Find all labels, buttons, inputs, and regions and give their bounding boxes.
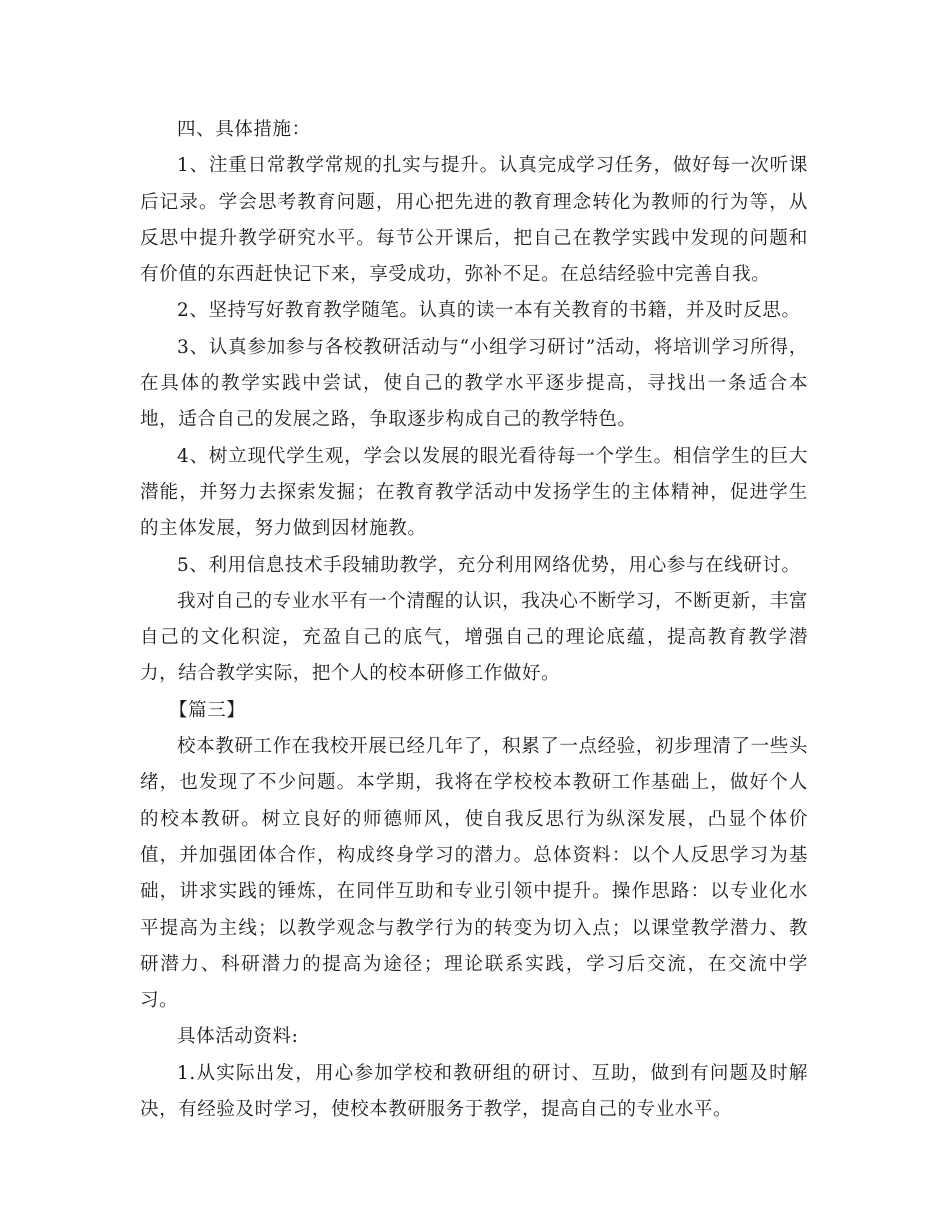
paragraph-measure-2: 2、坚持写好教育教学随笔。认真的读一本有关教育的书籍，并及时反思。 [177, 300, 801, 322]
section-heading-measures: 四、具体措施： [177, 119, 311, 140]
section-heading-activities: 具体活动资料: [177, 1026, 299, 1048]
paragraph-activity-1: 1.从实际出发，用心参加学校和教研组的研讨、互助，做到有问题及时解决，有经验及时学习，使校本教研服务于教学，提高自己的专业水平。 [140, 1062, 808, 1121]
paragraph-measure-1: 1、注重日常教学常规的扎实与提升。认真完成学习任务，做好每一次听课后记录。学会思考教育问题，用心把先进的教育理念转化为教师的行为等，从反思中提升教学研究水平。每节公开课后，把自己在教学实践中发现的问题和有价值的东西赶快记下来，享受成功，弥补不足。在总结经验中完善自我。 [140, 155, 808, 286]
paragraph-measure-3: 3、认真参加参与各校教研活动与“小组学习研讨”活动，将培训学习所得，在具体的教学实践中尝试，使自己的教学水平逐步提高，寻找出一条适合本地，适合自己的发展之路，争取逐步构成自己的教学特色。 [140, 336, 808, 431]
paragraph-measure-5: 5、利用信息技术手段辅助教学，充分利用网络优势，用心参与在线研讨。 [177, 554, 801, 576]
paragraph-part-three-intro: 校本教研工作在我校开展已经几年了，积累了一点经验，初步理清了一些头绪，也发现了不少问题。本学期，我将在学校校本教研工作基础上，做好个人的校本教研。树立良好的师德师风，使自我反思行为纵深发展，凸显个体价值，并加强团体合作，构成终身学习的潜力。总体资料：以个人反思学习为基础，讲求实践的锤炼，在同伴互助和专业引领中提升。操作思路：以专业化水平提高为主线；以教学观念与教学行为的转变为切入点；以课堂教学潜力、教研潜力、科研潜力的提高为途径；理论联系实践，学习后交流，在交流中学习。 [140, 736, 808, 1012]
paragraph-measure-4: 4、树立现代学生观，学会以发展的眼光看待每一个学生。相信学生的巨大潜能，并努力去探索发掘；在教育教学活动中发扬学生的主体精神，促进学生的主体发展，努力做到因材施教。 [140, 445, 808, 540]
paragraph-conclusion: 我对自己的专业水平有一个清醒的认识，我决心不断学习，不断更新，丰富自己的文化积淀，充盈自己的底气，增强自己的理论底蕴，提高教育教学潜力，结合教学实际，把个人的校本研修工作做好。 [140, 590, 808, 685]
body-text [140, 112, 808, 1128]
section-heading-part-three: 【篇三】 [169, 699, 246, 721]
